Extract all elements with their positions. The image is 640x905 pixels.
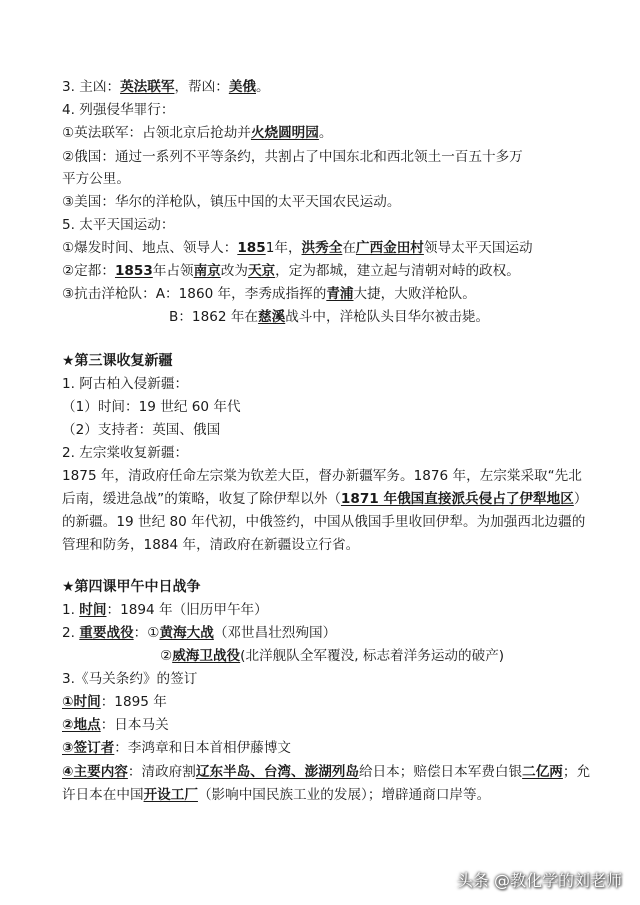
key-term: ①时间 bbox=[62, 694, 101, 710]
text: ②定都： bbox=[62, 263, 115, 279]
line-anglo-french bbox=[62, 123, 332, 143]
text: （邓世昌壮烈殉国） bbox=[213, 625, 337, 641]
line-russia bbox=[62, 147, 523, 167]
line-zuo-heading bbox=[62, 443, 188, 463]
section-heading-lesson4 bbox=[62, 577, 201, 597]
text: ，定为都城，建立起与清朝对峙的政权。 bbox=[275, 263, 520, 279]
text: ）的新疆。19 世纪 80 年代初，中俄签约，中国从俄国手里收回伊犁。为加强西北边疆的管理和防务，1884 年，清政府在新疆设立行省。 bbox=[62, 491, 588, 553]
text: 在 bbox=[342, 240, 356, 256]
key-term: 1871 年俄国直接派兵侵占了伊犁地区 bbox=[340, 491, 574, 507]
line-russia-cont bbox=[62, 169, 130, 189]
key-term: ③签订者 bbox=[62, 740, 115, 756]
text: （1）时间：19 世纪 60 年代 bbox=[62, 399, 241, 415]
section-heading-lesson3 bbox=[62, 351, 173, 371]
text: ③抗击洋枪队：A：1860 年，李秀成指挥的 bbox=[62, 286, 327, 302]
line-yaqub-heading bbox=[62, 374, 188, 394]
text: 1年， bbox=[265, 240, 302, 256]
line-battles bbox=[62, 623, 336, 643]
text: 平方公里。 bbox=[62, 171, 130, 187]
text: ：清政府割 bbox=[127, 764, 196, 780]
key-term: 美俄 bbox=[228, 79, 257, 95]
key-term: 火烧圆明园 bbox=[250, 125, 319, 141]
line-treaty-time bbox=[62, 692, 167, 712]
text: 大捷，大败洋枪队。 bbox=[353, 286, 476, 302]
key-term: 天京 bbox=[247, 263, 276, 279]
line-taiping-heading bbox=[62, 215, 174, 235]
line-usa bbox=[62, 192, 400, 212]
text: 1875 年，清政府任命左宗棠为钦差大臣，督办新疆军务。1876 年，左宗棠采取“先北后南，缓进急战”的策略，收复了除伊犁以外（ bbox=[62, 468, 582, 507]
text: ①爆发时间、地点、领导人： bbox=[62, 240, 238, 256]
text: 3.《马关条约》的签订 bbox=[62, 671, 198, 687]
text: 1. 阿古柏入侵新疆： bbox=[62, 376, 189, 392]
line-taiping-resist-a bbox=[62, 284, 476, 304]
key-term: 青浦 bbox=[326, 286, 354, 302]
text: （2）支持者：英国、俄国 bbox=[62, 422, 221, 438]
text: （影响中国民族工业的发展）；增辟通商口岸等。 bbox=[197, 787, 491, 803]
text: 战斗中，洋枪队头目华尔被击毙。 bbox=[285, 309, 490, 325]
text: ①英法联军：占领北京后抢劫并 bbox=[62, 125, 251, 141]
paragraph-treaty-content bbox=[62, 761, 592, 807]
text: (北洋舰队全军覆没, 标志着洋务运动的破产) bbox=[240, 648, 505, 664]
line-treaty-place bbox=[62, 715, 169, 735]
key-term: 慈溪 bbox=[258, 309, 286, 325]
line-treaty-signers bbox=[62, 738, 291, 758]
text: 3. 主凶： bbox=[62, 79, 121, 95]
line-taiping-capital bbox=[62, 261, 520, 281]
line-yaqub-time bbox=[62, 397, 241, 417]
line-war-time bbox=[62, 600, 268, 620]
paragraph-zuo-zongtang bbox=[62, 465, 592, 557]
key-term: 1853 bbox=[114, 263, 153, 279]
text: 给日本；赔偿日本军费白银 bbox=[358, 764, 523, 780]
text: ★第三课收复新疆 bbox=[62, 353, 173, 369]
text: 。 bbox=[318, 125, 333, 141]
text: 年占领 bbox=[152, 263, 194, 279]
line-heading-crimes bbox=[62, 100, 174, 120]
text: 1. bbox=[62, 602, 80, 618]
key-term: 开设工厂 bbox=[143, 787, 198, 803]
text: 2. bbox=[62, 625, 80, 641]
line-yaqub-supporters bbox=[62, 420, 220, 440]
text: ，帮凶： bbox=[174, 79, 229, 95]
line-taiping-outbreak bbox=[62, 238, 533, 258]
text: ★第四课甲午中日战争 bbox=[62, 579, 201, 595]
text: ③美国：华尔的洋枪队，镇压中国的太平天国农民运动。 bbox=[62, 194, 401, 210]
line-main-culprit bbox=[62, 77, 270, 97]
text: ：李鸿章和日本首相伊藤博文 bbox=[114, 740, 292, 756]
key-term: 黄海大战 bbox=[159, 625, 214, 641]
text: 2. 左宗棠收复新疆： bbox=[62, 445, 189, 461]
text: ：1895 年 bbox=[100, 694, 167, 710]
text: 领导太平天国运动 bbox=[423, 240, 533, 256]
key-term: 洪秀全 bbox=[301, 240, 343, 256]
key-term: 185 bbox=[237, 240, 266, 256]
key-term: ②地点 bbox=[62, 717, 101, 733]
key-term: 南京 bbox=[193, 263, 221, 279]
text: 。 bbox=[256, 79, 270, 95]
line-taiping-resist-b bbox=[169, 307, 489, 327]
text: 5. 太平天国运动： bbox=[62, 217, 175, 233]
text: ②俄国：通过一系列不平等条约，共割占了中国东北和西北领土一百五十多万 bbox=[62, 149, 523, 165]
key-term: 广西金田村 bbox=[355, 240, 424, 256]
text: ：1894 年（旧历甲午年） bbox=[106, 602, 268, 618]
text: ② bbox=[160, 648, 173, 664]
text: 4. 列强侵华罪行： bbox=[62, 102, 175, 118]
text: ；允许日本在中国 bbox=[62, 764, 591, 803]
text: B：1862 年在 bbox=[169, 309, 259, 325]
text: ：① bbox=[133, 625, 160, 641]
key-term: 英法联军 bbox=[120, 79, 175, 95]
line-weihaiwei bbox=[160, 646, 504, 666]
key-term: 威海卫战役 bbox=[172, 648, 241, 664]
text: 改为 bbox=[220, 263, 248, 279]
key-term: 二亿两 bbox=[522, 764, 563, 780]
key-term: ④主要内容 bbox=[62, 764, 128, 780]
watermark: 头条 @教化学的刘老师 bbox=[456, 871, 622, 890]
key-term: 辽东半岛、台湾、澎湖列岛 bbox=[195, 764, 359, 780]
key-term: 时间 bbox=[79, 602, 107, 618]
line-treaty-heading bbox=[62, 669, 197, 689]
text: ：日本马关 bbox=[100, 717, 169, 733]
key-term: 重要战役 bbox=[79, 625, 134, 641]
